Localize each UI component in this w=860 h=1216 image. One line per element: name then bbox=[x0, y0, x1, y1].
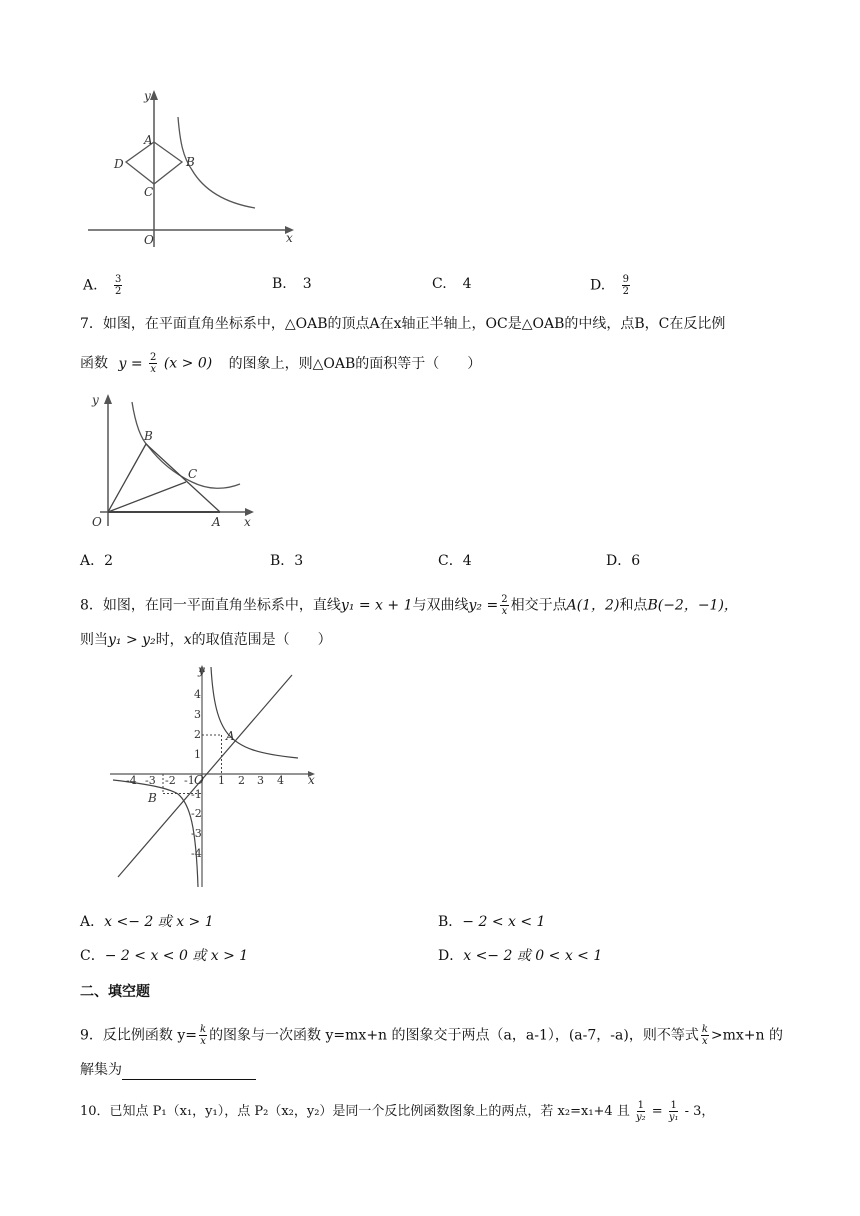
segment-OB bbox=[108, 444, 146, 512]
label-O: O bbox=[144, 233, 154, 247]
q8-stem-line1: 8．如图，在同一平面直角坐标系中，直线y₁ = x + 1与双曲线y₂ = $\frac{2}{x}$ 相交于点A(1，2)和点B(−2，−1)， bbox=[80, 594, 738, 617]
q8-option-c: C．− 2 < x < 0 或 x > 1 bbox=[80, 948, 249, 964]
ytick: -4 bbox=[191, 847, 202, 860]
q8-figure bbox=[108, 662, 328, 894]
xtick: 4 bbox=[277, 774, 284, 787]
q8-option-a: A．x <− 2 或 x > 1 bbox=[80, 914, 214, 930]
label-y: y bbox=[144, 89, 151, 103]
label-A: A bbox=[226, 729, 235, 743]
q7-option-a: A．2 bbox=[80, 553, 114, 569]
ytick: -2 bbox=[191, 807, 202, 820]
q7-option-b: B．3 bbox=[270, 553, 304, 569]
q6-option-c: C. 4 bbox=[432, 276, 472, 292]
q10-stem: 10．已知点 P₁（x₁，y₁），点 P₂（x₂，y₂）是同一个反比例函数图象上的两点，若 x₂=x₁+4 且 $\frac{1}{\text{y₂}}$ = $\frac{1}{\text{y₁}}$ - 3， bbox=[80, 1100, 715, 1123]
ytick: 1 bbox=[194, 748, 201, 761]
q9-stem-line1: 9．反比例函数 y= $\frac{k}{x}$ 的图象与一次函数 y=mx+n 的图象交于两点（a，a-1），(a-7，-a)，则不等式 $\frac{k}{x}$ >mx+n 的 bbox=[80, 1024, 784, 1047]
segment-OC bbox=[108, 482, 186, 512]
q7-stem-line2: 函数 y = $\frac{2}{x}$ (x > 0) 的图象上，则△OAB的面积等于（ ） bbox=[80, 352, 482, 375]
q8-option-d: D．x <− 2 或 0 < x < 1 bbox=[438, 948, 603, 964]
q9-stem-line2: 解集为 bbox=[80, 1060, 256, 1080]
label-D: D bbox=[114, 157, 124, 171]
label-O: O bbox=[92, 515, 102, 529]
label-C: C bbox=[144, 185, 154, 199]
segment-BA bbox=[146, 444, 220, 512]
xtick: -2 bbox=[165, 774, 176, 787]
label-B: B bbox=[148, 791, 157, 805]
y-axis-arrow bbox=[150, 90, 158, 100]
label-O: O bbox=[194, 773, 204, 787]
label-B: B bbox=[186, 155, 195, 169]
q7-option-c: C．4 bbox=[438, 553, 472, 569]
q8-stem-line2: 则当y₁ > y₂时，x的取值范围是（ ） bbox=[80, 632, 332, 648]
label-y: y bbox=[198, 663, 205, 677]
xtick: -4 bbox=[126, 774, 137, 787]
ytick: 2 bbox=[194, 728, 201, 741]
label-A: A bbox=[144, 133, 153, 147]
q7-figure bbox=[80, 386, 270, 536]
label-C: C bbox=[188, 467, 198, 481]
label-B: B bbox=[144, 429, 153, 443]
y-axis-arrow bbox=[104, 394, 112, 404]
xtick: 2 bbox=[238, 774, 245, 787]
q6-option-b: B. 3 bbox=[272, 276, 312, 292]
q7-option-d: D．6 bbox=[606, 553, 641, 569]
label-x: x bbox=[308, 773, 315, 787]
label-y: y bbox=[92, 393, 99, 407]
q6-option-a: A. $\frac{3}{2}$ bbox=[83, 274, 122, 297]
xtick: 3 bbox=[257, 774, 264, 787]
q8-option-b: B．− 2 < x < 1 bbox=[438, 914, 546, 930]
label-A: A bbox=[212, 515, 221, 529]
label-x: x bbox=[286, 231, 293, 245]
xtick: -3 bbox=[145, 774, 156, 787]
answer-blank[interactable] bbox=[122, 1065, 256, 1080]
ytick: -1 bbox=[191, 788, 202, 801]
hyperbola-curve bbox=[132, 402, 240, 488]
xtick: 1 bbox=[218, 774, 225, 787]
q7-stem-line1: 7．如图，在平面直角坐标系中，△OAB的顶点A在x轴正半轴上，OC是△OAB的中线，点B，C在反比例 bbox=[80, 316, 726, 332]
label-x: x bbox=[244, 515, 251, 529]
section-heading: 二、填空题 bbox=[80, 984, 150, 1000]
hyperbola-branch-1 bbox=[211, 667, 298, 758]
xtick: -1 bbox=[184, 774, 195, 787]
ytick: -3 bbox=[191, 827, 202, 840]
ytick: 3 bbox=[194, 708, 201, 721]
q6-figure bbox=[80, 82, 310, 252]
ytick: 4 bbox=[194, 688, 201, 701]
q6-option-d: D. $\frac{9}{2}$ bbox=[590, 274, 630, 297]
